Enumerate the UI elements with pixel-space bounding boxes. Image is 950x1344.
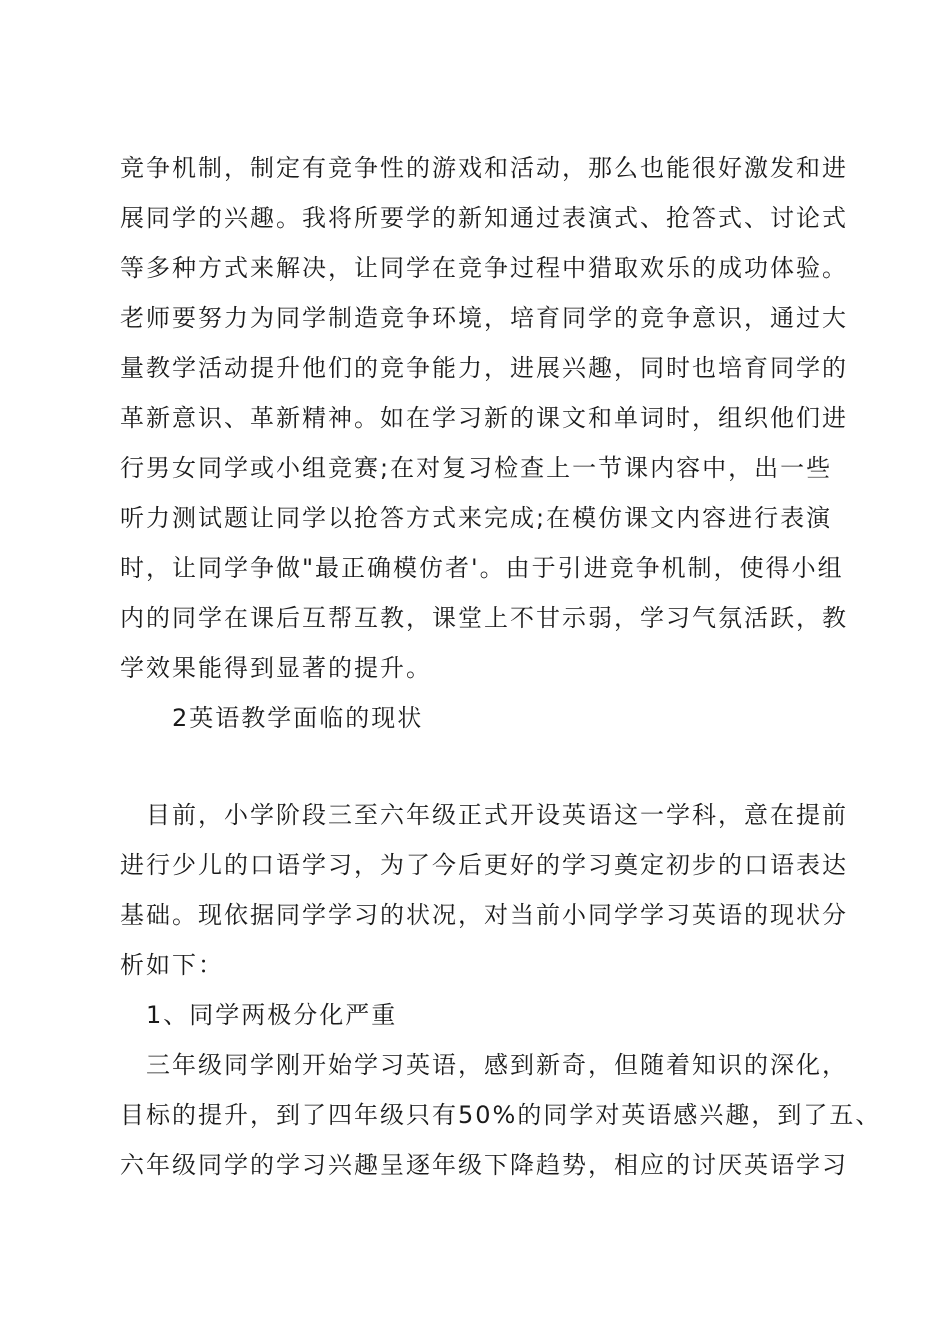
text-line: 革新意识、革新精神。如在学习新的课文和单词时，组织他们进 [120,404,848,432]
text-line: 三年级同学刚开始学习英语，感到新奇，但随着知识的深化， [146,1051,848,1079]
text-line: 听力测试题让同学以抢答方式来完成;在模仿课文内容进行表演 [120,504,833,532]
section-heading: 2英语教学面临的现状 [172,704,424,732]
subsection-heading: 1、同学两极分化严重 [146,1001,398,1029]
text-line: 量教学活动提升他们的竞争能力，进展兴趣，同时也培育同学的 [120,354,848,382]
text-line: 目前，小学阶段三至六年级正式开设英语这一学科，意在提前 [146,801,848,829]
text-line: 时，让同学争做"最正确模仿者'。由于引进竞争机制，使得小组 [120,554,844,582]
text-line: 行男女同学或小组竞赛;在对复习检查上一节课内容中，出一些 [120,454,833,482]
text-line: 内的同学在课后互帮互教，课堂上不甘示弱，学习气氛活跃，教 [120,604,848,632]
text-line: 六年级同学的学习兴趣呈逐年级下降趋势，相应的讨厌英语学习 [120,1151,848,1179]
text-line: 等多种方式来解决，让同学在竞争过程中猎取欢乐的成功体验。 [120,254,848,282]
text-line: 目标的提升，到了四年级只有50%的同学对英语感兴趣，到了五、 [120,1101,882,1129]
text-line: 竞争机制，制定有竞争性的游戏和活动，那么也能很好激发和进 [120,154,848,182]
text-line: 进行少儿的口语学习，为了今后更好的学习奠定初步的口语表达 [120,851,848,879]
text-line: 析如下： [120,951,224,979]
text-line: 基础。现依据同学学习的状况，对当前小同学学习英语的现状分 [120,901,848,929]
text-line: 展同学的兴趣。我将所要学的新知通过表演式、抢答式、讨论式 [120,204,848,232]
text-line: 学效果能得到显著的提升。 [120,654,432,682]
text-line: 老师要努力为同学制造竞争环境，培育同学的竞争意识，通过大 [120,304,848,332]
